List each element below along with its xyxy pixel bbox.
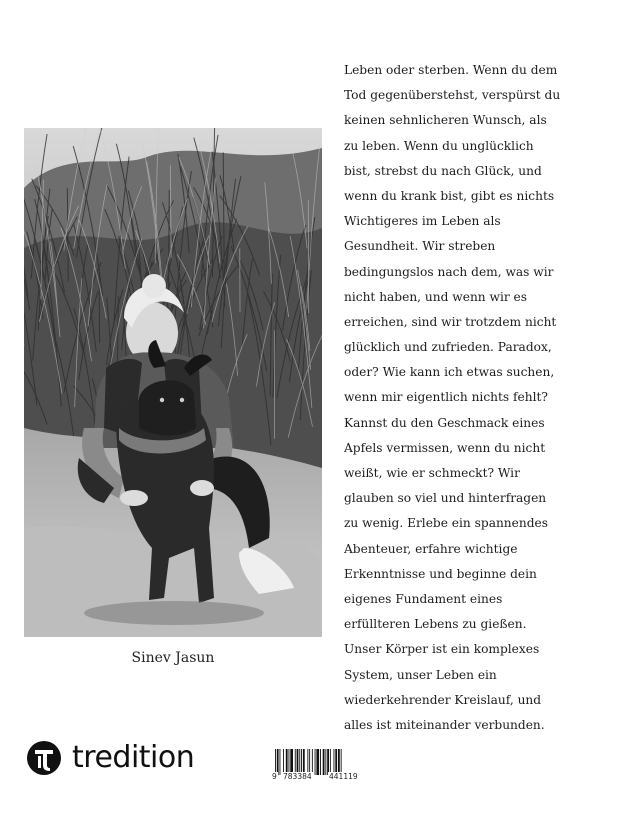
blurb-line: erreichen, sind wir trotzdem nicht	[344, 314, 557, 329]
author-photo-illustration	[24, 128, 322, 637]
blurb-line: wenn du krank bist, gibt es nichts	[344, 188, 555, 203]
author-name: Sinev Jasun	[131, 650, 215, 666]
blurb-line: weißt, wie er schmeckt? Wir	[344, 466, 520, 480]
barcode-lead-digit: 9	[272, 772, 277, 781]
back-cover-blurb	[344, 58, 576, 738]
blurb-line: zu leben. Wenn du unglücklich	[344, 138, 534, 153]
blurb-line: keinen sehnlicheren Wunsch, als	[344, 113, 547, 128]
blurb-line: Tod gegenüberstehst, verspürst du	[344, 88, 561, 103]
publisher-logo	[27, 740, 194, 776]
barcode-group-2: 441119	[329, 772, 358, 781]
blurb-line: Erkenntnisse und beginne dein	[344, 566, 537, 581]
blurb-line: wenn mir eigentlich nichts fehlt?	[344, 390, 548, 405]
blurb-line: alles ist miteinander verbunden.	[344, 717, 545, 732]
isbn-barcode	[271, 749, 371, 783]
blurb-line: System, unser Leben ein	[344, 667, 497, 682]
blurb-line: glücklich und zufrieden. Paradox,	[344, 340, 552, 355]
blurb-line: oder? Wie kann ich etwas suchen,	[344, 365, 555, 380]
blurb-line: Gesundheit. Wir streben	[344, 239, 496, 254]
blurb-line: erfüllteren Lebens zu gießen.	[344, 617, 527, 632]
blurb-line: nicht haben, und wenn wir es	[344, 289, 528, 304]
tredition-logo-icon	[27, 741, 61, 775]
barcode-group-1: 783384	[283, 772, 312, 781]
blurb-line: Leben oder sterben. Wenn du dem	[344, 63, 558, 77]
blurb-line: bist, strebst du nach Glück, und	[344, 163, 542, 178]
blurb-line: Wichtigeres im Leben als	[344, 214, 501, 229]
blurb-line: Abenteuer, erfahre wichtige	[344, 541, 518, 556]
blurb-line: Apfels vermissen, wenn du nicht	[344, 440, 546, 455]
blurb-line: bedingungslos nach dem, was wir	[344, 264, 554, 279]
publisher-name: tredition	[72, 740, 195, 775]
blurb-line: Kannst du den Geschmack eines	[344, 415, 545, 430]
author-photo	[24, 128, 322, 637]
blurb-line: wiederkehrender Kreislauf, und	[344, 692, 542, 707]
blurb-line: zu wenig. Erlebe ein spannendes	[344, 516, 548, 531]
blurb-line: glauben so viel und hinterfragen	[344, 491, 547, 506]
blurb-line: eigenes Fundament eines	[344, 591, 503, 606]
blurb-line: Unser Körper ist ein komplexes	[344, 642, 540, 657]
